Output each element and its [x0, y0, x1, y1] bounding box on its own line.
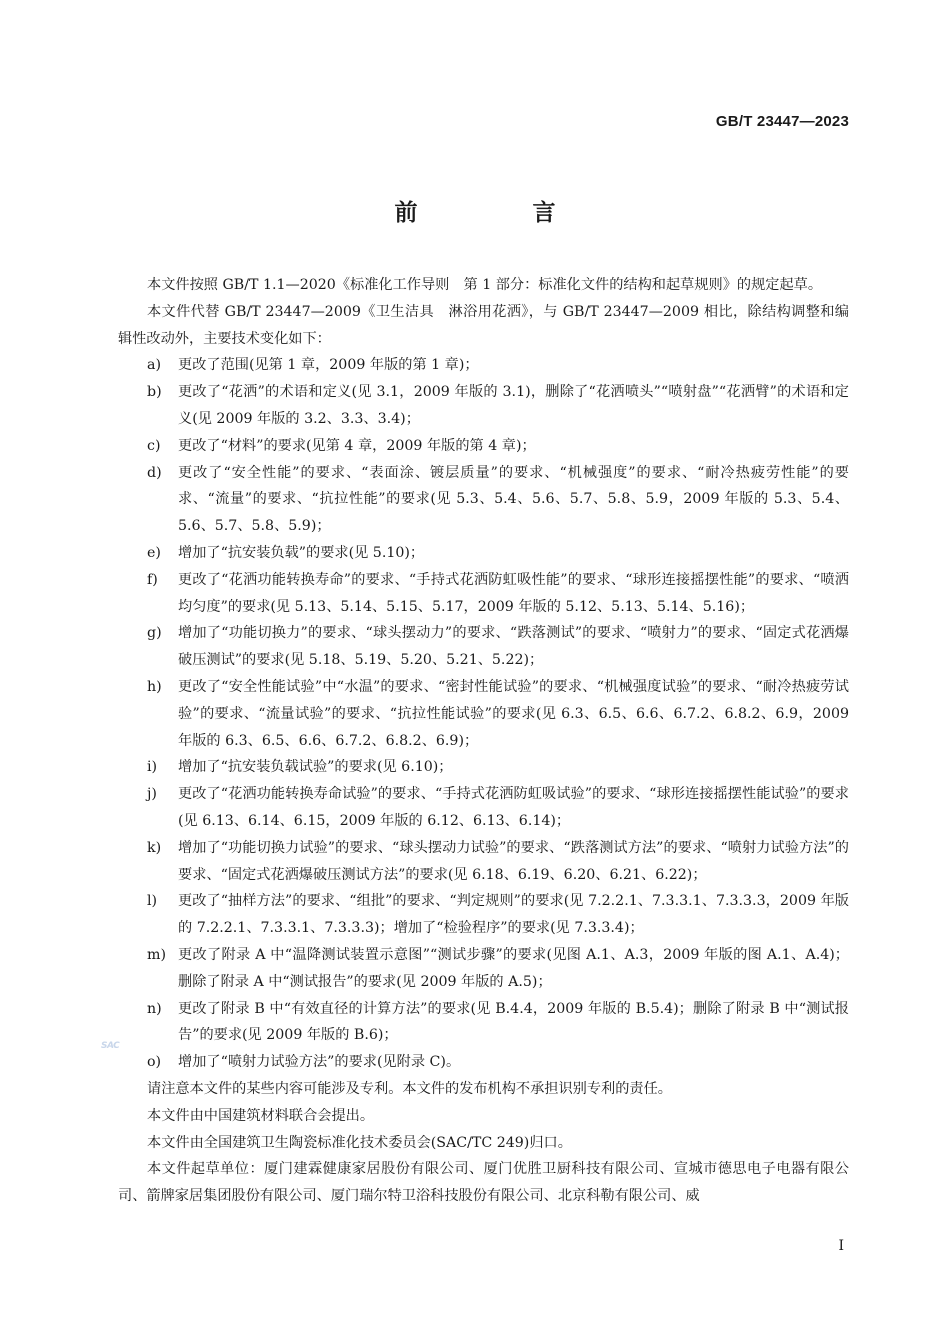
list-item-label: k)	[147, 839, 162, 856]
list-item	[118, 352, 849, 379]
list-item-label: h)	[147, 678, 162, 695]
list-item-label: a)	[147, 357, 161, 374]
sac-watermark-logo: SAC	[101, 1041, 120, 1051]
page-title: 前 言	[394, 199, 602, 226]
intro-paragraph-2: 本文件代替 GB/T 23447—2009《卫生洁具 淋浴用花洒》，与 GB/T 23447—2009 相比，除结构调整和编辑性改动外，主要技术变化如下：	[118, 303, 849, 347]
list-item-label: m)	[147, 946, 166, 963]
list-item-text: 增加了“功能切换力试验”的要求、“球头摆动力试验”的要求、“跌落测试方法”的要求、“喷射力试验方法”的要求、“固定式花洒爆破压测试方法”的要求(见 6.18、6.19、6.20、6.21、6.22)；	[178, 839, 849, 883]
intro-paragraph-1: 本文件按照 GB/T 1.1—2020《标准化工作导则 第 1 部分：标准化文件的结构和起草规则》的规定起草。	[147, 277, 823, 293]
changes-list	[118, 352, 849, 1076]
list-item-text: 增加了“抗安装负载”的要求(见 5.10)；	[178, 544, 425, 561]
list-item-label: n)	[147, 1000, 162, 1017]
list-item-label: b)	[147, 384, 162, 401]
list-item-text: 更改了“抽样方法”的要求、“组批”的要求、“判定规则”的要求(见 7.2.2.1、7.3.3.1、7.3.3.3，2009 年版的 7.2.2.1、7.3.3.1、7.3.3.3)；增加了“检验程序”的要求(见 7.3.3.4)；	[178, 893, 849, 937]
list-item-text: 更改了“花洒”的术语和定义(见 3.1，2009 年版的 3.1)，删除了“花洒喷头”“喷射盘”“花洒臂”的术语和定义(见 2009 年版的 3.2、3.3、3.4)；	[178, 384, 849, 427]
drafting-units: 本文件起草单位：厦门建霖健康家居股份有限公司、厦门优胜卫厨科技有限公司、宣城市德思电子电器有限公司、箭牌家居集团股份有限公司、厦门瑞尔特卫浴科技股份有限公司、北京科勒有限公司、威	[118, 1161, 849, 1205]
list-item-label: j)	[147, 786, 157, 803]
standard-code: GB/T 23447—2023	[715, 113, 849, 130]
list-item	[118, 620, 849, 674]
list-item-text: 更改了附录 A 中“温降测试装置示意图”“测试步骤”的要求(见图 A.1、A.3，2009 年版的图 A.1、A.4)；删除了附录 A 中“测试报告”的要求(见 2009 年版的 A.5)；	[178, 946, 849, 990]
list-item-text: 更改了“材料”的要求(见第 4 章，2009 年版的第 4 章)；	[178, 437, 536, 454]
list-item-text: 更改了“花洒功能转换寿命试验”的要求、“手持式花洒防虹吸试验”的要求、“球形连接摇摆性能试验”的要求(见 6.13、6.14、6.15，2009 年版的 6.12、6.13、6.14)；	[178, 786, 849, 829]
list-item-text: 更改了附录 B 中“有效直径的计算方法”的要求(见 B.4.4，2009 年版的 B.5.4)；删除了附录 B 中“测试报告”的要求(见 2009 年版的 B.6)；	[178, 1000, 849, 1044]
page-number: Ⅰ	[838, 1238, 844, 1254]
patent-notice: 请注意本文件的某些内容可能涉及专利。本文件的发布机构不承担识别专利的责任。	[147, 1080, 672, 1097]
foreword-body	[118, 272, 849, 1210]
list-item	[118, 379, 849, 433]
list-item-label: o)	[147, 1054, 162, 1071]
list-item-label: g)	[147, 625, 162, 642]
committee-statement: 本文件由全国建筑卫生陶瓷标准化技术委员会(SAC/TC 249)归口。	[147, 1134, 572, 1151]
list-item	[118, 835, 849, 889]
list-item-label: c)	[147, 437, 161, 454]
list-item	[118, 433, 849, 460]
list-item	[118, 567, 849, 621]
list-item-text: 更改了范围(见第 1 章，2009 年版的第 1 章)；	[178, 357, 479, 374]
list-item-text: 更改了“花洒功能转换寿命”的要求、“手持式花洒防虹吸性能”的要求、“球形连接摇摆性能”的要求、“喷洒均匀度”的要求(见 5.13、5.14、5.15、5.17，2009 年版的 5.12、5.13、5.14、5.16)；	[178, 571, 849, 615]
list-item	[118, 1049, 849, 1076]
list-item	[118, 888, 849, 942]
list-item	[118, 754, 849, 781]
list-item-text: 增加了“抗安装负载试验”的要求(见 6.10)；	[178, 759, 453, 776]
list-item	[118, 781, 849, 835]
list-item-label: l)	[147, 893, 158, 910]
list-item-text: 更改了“安全性能试验”中“水温”的要求、“密封性能试验”的要求、“机械强度试验”的要求、“耐冷热疲劳试验”的要求、“流量试验”的要求、“抗拉性能试验”的要求(见 6.3、6.5、6.6、6.7.2、6.8.2、6.9，2009 年版的 6.3、6.5、6.6、6.7.2、6.8.2、6.9)；	[178, 678, 849, 749]
list-item-label: f)	[147, 571, 158, 588]
list-item	[118, 674, 849, 754]
list-item-text: 更改了“安全性能”的要求、“表面涂、镀层质量”的要求、“机械强度”的要求、“耐冷热疲劳性能”的要求、“流量”的要求、“抗拉性能”的要求(见 5.3、5.4、5.6、5.7、5.8、5.9，2009 年版的 5.3、5.4、5.6、5.7、5.8、5.9)；	[178, 464, 849, 535]
list-item-label: e)	[147, 544, 161, 561]
list-item	[118, 996, 849, 1050]
list-item-label: i)	[147, 759, 158, 776]
proposer-statement: 本文件由中国建筑材料联合会提出。	[147, 1107, 375, 1124]
list-item	[118, 942, 849, 996]
list-item-text: 增加了“功能切换力”的要求、“球头摆动力”的要求、“跌落测试”的要求、“喷射力”的要求、“固定式花洒爆破压测试”的要求(见 5.18、5.19、5.20、5.21、5.22)；	[178, 625, 849, 669]
list-item	[118, 540, 849, 567]
list-item-text: 增加了“喷射力试验方法”的要求(见附录 C)。	[178, 1054, 461, 1071]
list-item	[118, 460, 849, 540]
list-item-label: d)	[147, 464, 162, 481]
